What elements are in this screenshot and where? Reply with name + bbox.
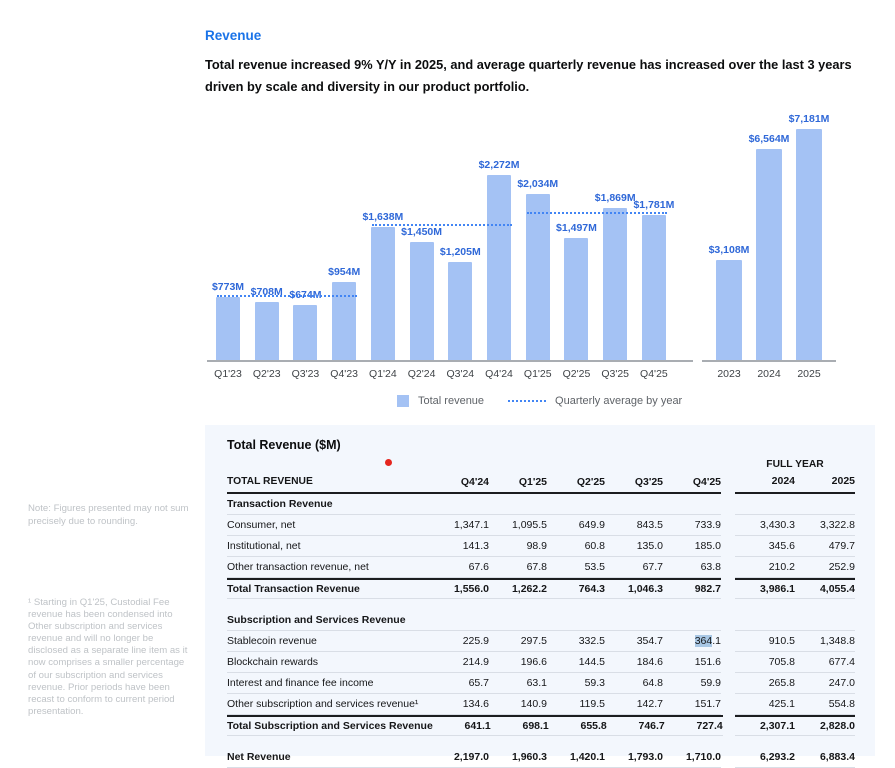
axis-tick-2024: 2024	[757, 368, 781, 380]
axis-tick-2023: 2023	[717, 368, 741, 380]
cell-value: 3,986.1	[759, 583, 795, 595]
cell-value: 65.7	[468, 677, 489, 689]
cell-value: 2,197.0	[453, 751, 489, 763]
cell-value: 1,262.2	[511, 583, 547, 595]
table-header-right	[735, 458, 855, 494]
axis-tick-q4-24: Q4'24	[485, 368, 513, 380]
axis-tick-q1-24: Q1'24	[369, 368, 397, 380]
cell-value: 214.9	[462, 656, 489, 668]
row-label: Total Transaction Revenue	[227, 583, 360, 595]
intro-paragraph: Total revenue increased 9% Y/Y in 2025, and average quarterly revenue has increased over the last 3 years driven by scale and diversity in our product portfolio.	[205, 57, 852, 94]
cell-value	[663, 614, 721, 626]
bar-q2-23	[255, 302, 279, 360]
column-gap	[721, 515, 735, 536]
column-header: Q2'25	[576, 476, 605, 488]
row-label: Net Revenue	[227, 751, 291, 763]
row-label: Blockchain rewards	[227, 656, 319, 668]
bar-value-label: $1,781M	[633, 199, 675, 211]
bar-value-label: $674M	[289, 289, 322, 301]
bar-value-label: $7,181M	[788, 113, 830, 125]
row-label: Other transaction revenue, net	[227, 561, 369, 573]
cell-value: 727.4	[696, 720, 723, 732]
table-row	[227, 515, 855, 536]
table-row	[227, 631, 855, 652]
bar-q1-25	[526, 194, 550, 360]
row-label: Total Subscription and Services Revenue	[227, 720, 433, 732]
cell-value: 135.0	[636, 540, 663, 552]
table-header-left	[227, 473, 721, 494]
cell-value: 1,046.3	[627, 583, 663, 595]
table-row	[227, 715, 855, 736]
cell-value: 63.1	[526, 677, 547, 689]
quarterly-axis	[207, 360, 693, 362]
table-row	[227, 694, 855, 715]
legend-item-total-revenue	[397, 395, 484, 407]
table-header	[227, 458, 855, 494]
column-header: Q4'25	[692, 476, 721, 488]
bar-value-label: $1,497M	[556, 222, 597, 234]
cell-value: 982.7	[694, 583, 721, 595]
axis-tick-q2-23: Q2'23	[252, 368, 281, 380]
column-gap	[721, 578, 735, 599]
cell-value: 6,883.4	[819, 751, 855, 763]
column-header: Q4'24	[460, 476, 489, 488]
cell-value: 210.2	[768, 561, 795, 573]
axis-tick-q1-25: Q1'25	[523, 368, 552, 380]
bar-q4-24	[487, 175, 511, 360]
column-gap	[721, 631, 735, 652]
row-label: Consumer, net	[227, 519, 296, 531]
bar-value-label: $954M	[328, 266, 361, 278]
bar-value-label: $1,205M	[439, 246, 481, 258]
cell-value: 354.7	[636, 635, 663, 647]
cell-value: 134.6	[462, 698, 489, 710]
cell-value: 1,348.8	[819, 635, 855, 647]
bar-value-label: $773M	[211, 281, 245, 293]
bar-q3-25	[603, 208, 627, 360]
cell-value: 60.8	[584, 540, 605, 552]
average-line-2024	[372, 224, 512, 226]
cell-value: 764.3	[578, 583, 605, 595]
cell-value	[605, 614, 663, 626]
cell-value: 698.1	[522, 720, 549, 732]
cell-value: 479.7	[828, 540, 855, 552]
table-row	[227, 652, 855, 673]
table-header-label: TOTAL REVENUE	[227, 476, 313, 487]
cell-value	[489, 498, 547, 510]
table-row	[227, 736, 855, 747]
revenue-chart	[205, 98, 895, 418]
cell-value: 297.5	[520, 635, 547, 647]
legend-label: Total revenue	[418, 395, 485, 407]
cell-value: 252.9	[828, 561, 855, 573]
column-header: 2024	[771, 475, 795, 487]
revenue-table-body	[227, 494, 855, 768]
cell-value: 140.9	[520, 698, 547, 710]
yearly-axis	[702, 360, 836, 362]
total-revenue-table	[205, 425, 875, 763]
bar-value-label: $1,450M	[401, 226, 443, 238]
cell-value: 184.6	[636, 656, 663, 668]
axis-tick-q3-23: Q3'23	[291, 368, 320, 380]
cell-value: 247.0	[828, 677, 855, 689]
cell-value: 265.8	[768, 677, 795, 689]
cell-value	[795, 614, 855, 626]
cell-value: 59.3	[584, 677, 605, 689]
cell-value: 142.7	[636, 698, 663, 710]
cell-value: 151.6	[694, 656, 721, 668]
cell-value	[547, 614, 605, 626]
table-row	[227, 610, 855, 631]
column-gap	[721, 747, 735, 768]
column-header: 2025	[831, 475, 855, 487]
cell-value	[735, 614, 795, 626]
cell-value: 332.5	[578, 635, 605, 647]
row-label: Institutional, net	[227, 540, 301, 552]
cell-value: 98.9	[526, 540, 547, 552]
chart-legend	[397, 395, 682, 407]
column-gap	[721, 694, 735, 715]
cell-value: 4,055.4	[819, 583, 855, 595]
axis-tick-q2-25: Q2'25	[562, 368, 591, 380]
cell-value: 119.5	[579, 698, 605, 710]
footnote-1: ¹ Starting in Q1'25, Custodial Fee revenue has been condensed into Other subscription and services revenue and will no longer be disclosed as a separate line item as it now comprises a smaller percentage of our subscription and services revenue. Prior periods have been recast to conform to current period presentation.	[28, 597, 188, 717]
bar-2024	[756, 149, 782, 360]
total-revenue-swatch-icon	[397, 395, 409, 407]
cell-value: 6,293.2	[759, 751, 795, 763]
table-row	[227, 494, 855, 515]
axis-tick-q4-25: Q4'25	[640, 368, 668, 380]
bar-value-label: $1,869M	[594, 192, 636, 204]
row-label: Transaction Revenue	[227, 498, 333, 510]
cell-value: 1,793.0	[627, 751, 663, 763]
cell-value: 1,095.5	[511, 519, 547, 531]
cell-value: 185.0	[694, 540, 721, 552]
axis-tick-2025: 2025	[797, 368, 821, 380]
bar-q1-24	[371, 227, 395, 360]
cell-value: 151.7	[694, 698, 721, 710]
cell-value: 746.7	[638, 720, 665, 732]
bar-q3-24	[448, 262, 472, 360]
cell-value: 3,322.8	[819, 519, 855, 531]
bar-value-label: $2,034M	[517, 178, 559, 190]
row-label: Subscription and Services Revenue	[227, 614, 406, 626]
axis-tick-q3-25: Q3'25	[601, 368, 630, 380]
cell-value	[431, 498, 489, 510]
column-header: Q1'25	[518, 476, 547, 488]
cell-value: 910.5	[768, 635, 795, 647]
bar-2023	[716, 260, 742, 360]
axis-tick-q1-23: Q1'23	[214, 368, 242, 380]
cell-value: 733.9	[694, 519, 721, 531]
column-gap	[721, 536, 735, 557]
bar-q2-25	[564, 238, 588, 360]
legend-label: Quarterly average by year	[555, 395, 683, 407]
column-gap	[723, 715, 735, 736]
rounding-note: Note: Figures presented may not sum precisely due to rounding.	[28, 503, 189, 527]
table-row	[227, 599, 855, 610]
quarterly-average-swatch-icon	[508, 400, 546, 402]
cell-value: 67.7	[642, 561, 663, 573]
cell-value: 705.8	[768, 656, 795, 668]
table-header-quarters	[431, 472, 721, 492]
cell-value: 425.1	[768, 698, 795, 710]
cell-value	[735, 498, 795, 510]
bar-value-label: $1,638M	[362, 211, 404, 223]
bar-value-label: $708M	[250, 286, 283, 298]
table-row	[227, 747, 855, 768]
average-line-2023	[217, 295, 357, 297]
cell-value: 1,960.3	[511, 751, 547, 763]
bar-q1-23	[216, 297, 240, 360]
bar-q4-23	[332, 282, 356, 360]
cell-value: 196.6	[520, 656, 547, 668]
cell-value: 364.1	[694, 635, 721, 647]
cell-value	[431, 614, 489, 626]
cell-value: 53.5	[584, 561, 605, 573]
cell-value: 141.3	[462, 540, 489, 552]
cell-value	[605, 498, 663, 510]
bar-q3-23	[293, 305, 317, 360]
highlighted-value: 364	[694, 635, 713, 647]
column-gap	[721, 652, 735, 673]
cell-value	[663, 498, 721, 510]
bar-q2-24	[410, 242, 434, 360]
cell-value: 677.4	[828, 656, 855, 668]
column-gap	[721, 494, 735, 515]
cell-value: 641.1	[464, 720, 491, 732]
column-gap	[721, 673, 735, 694]
page-title: Revenue	[205, 28, 262, 43]
cell-value: 144.5	[578, 656, 605, 668]
cell-value: 1,420.1	[569, 751, 605, 763]
bar-value-label: $6,564M	[748, 133, 790, 145]
column-gap	[721, 557, 735, 578]
cell-value: 1,556.0	[453, 583, 489, 595]
table-row	[227, 673, 855, 694]
cell-value: 345.6	[768, 540, 795, 552]
cell-value: 64.8	[642, 677, 663, 689]
cell-value: 63.8	[700, 561, 721, 573]
axis-tick-q2-24: Q2'24	[407, 368, 436, 380]
bar-value-label: $3,108M	[708, 244, 750, 256]
row-label: Interest and finance fee income	[227, 677, 374, 689]
cell-value: 554.8	[828, 698, 855, 710]
cell-value	[547, 498, 605, 510]
red-dot-marker	[385, 459, 392, 466]
cell-value: 59.9	[700, 677, 721, 689]
axis-tick-q3-24: Q3'24	[446, 368, 475, 380]
legend-item-quarterly-average	[508, 395, 682, 407]
cell-value: 843.5	[636, 519, 663, 531]
row-label: Stablecoin revenue	[227, 635, 317, 647]
cell-value: 3,430.3	[759, 519, 795, 531]
cell-value	[489, 614, 547, 626]
full-year-label: FULL YEAR	[766, 459, 824, 470]
table-row	[227, 578, 855, 599]
axis-tick-q4-23: Q4'23	[330, 368, 359, 380]
row-label: Other subscription and services revenue¹	[227, 698, 419, 710]
column-header: Q3'25	[634, 476, 663, 488]
table-row	[227, 557, 855, 578]
average-line-2025	[527, 212, 667, 214]
table-row	[227, 536, 855, 557]
column-gap	[721, 610, 735, 631]
cell-value: 67.8	[526, 561, 547, 573]
cell-value	[795, 498, 855, 510]
cell-value: 67.6	[468, 561, 489, 573]
cell-value: 649.9	[578, 519, 605, 531]
bar-value-label: $2,272M	[478, 159, 520, 171]
cell-value: 2,307.1	[759, 720, 795, 732]
cell-value: 655.8	[580, 720, 607, 732]
cell-value: 2,828.0	[819, 720, 855, 732]
cell-value: 225.9	[462, 635, 489, 647]
table-header-years	[735, 472, 855, 492]
table-title: Total Revenue ($M)	[227, 438, 341, 452]
cell-value: 1,710.0	[685, 751, 721, 763]
bar-2025	[796, 129, 822, 360]
cell-value: 1,347.1	[453, 519, 489, 531]
bar-q4-25	[642, 215, 666, 360]
